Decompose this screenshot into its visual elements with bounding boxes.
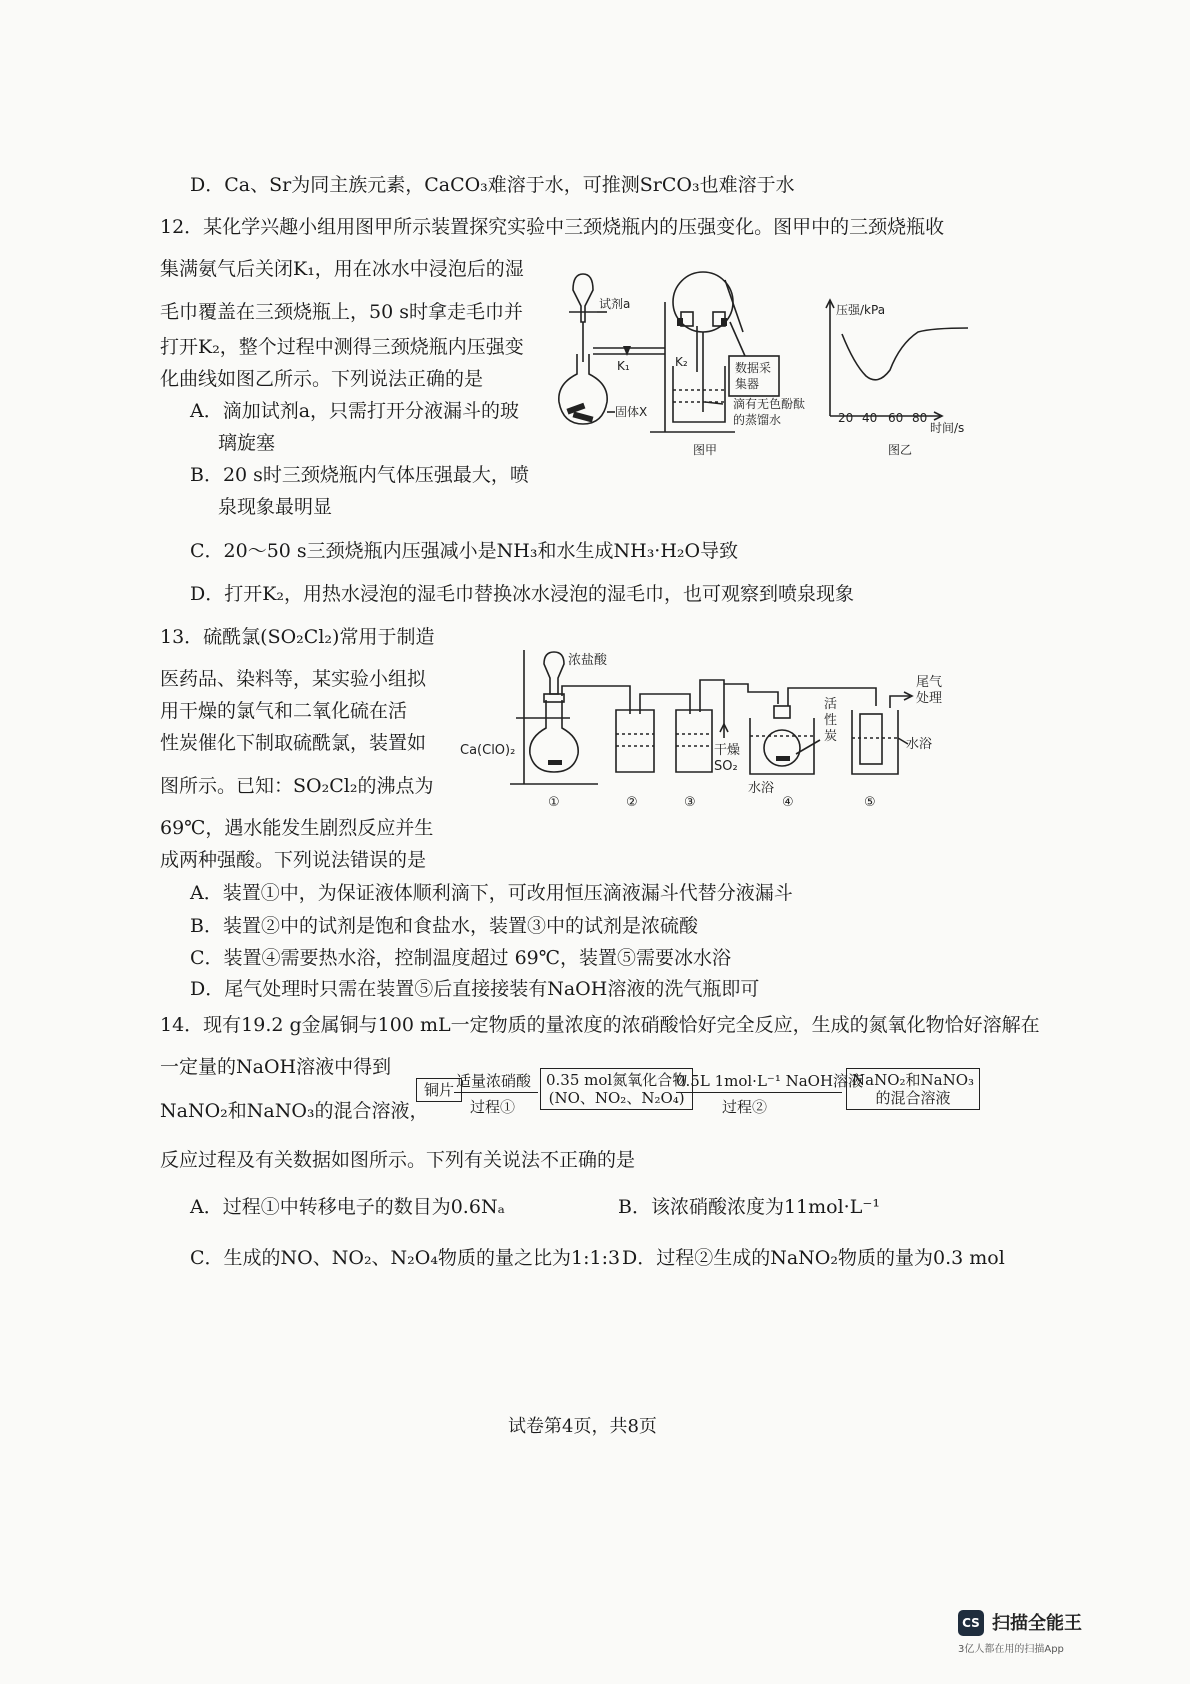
q13-stem-line-3: 用干燥的氯气和二氧化硫在活 (160, 700, 408, 722)
conc-hcl-label: 浓盐酸 (568, 653, 608, 668)
product-box (846, 1068, 980, 1110)
q14-stem-line-4: 反应过程及有关数据如图所示。下列有关说法不正确的是 (160, 1149, 636, 1171)
device-2-label: ② (626, 795, 638, 810)
bath-5-label: 水浴 (906, 737, 933, 752)
arrow-2-top-label: 0.5L 1mol·L⁻¹ NaOH溶液 (676, 1072, 864, 1090)
copper-box: 铜片 (416, 1078, 462, 1102)
device-3-label: ③ (684, 795, 696, 810)
q12-stem-line-2: 集满氨气后关闭K₁，用在冰水中浸泡后的湿 (160, 258, 524, 280)
reagent-a-label: 试剂a (599, 297, 631, 311)
q13-option-d: D．尾气处理时只需在装置⑤后直接接装有NaOH溶液的洗气瓶即可 (190, 978, 760, 1000)
solid-x-label: 固体X (615, 405, 648, 419)
bath-4-label: 水浴 (748, 781, 775, 796)
so2-label: SO₂ (714, 759, 738, 774)
product-box-line-1: NaNO₂和NaNO₃ (852, 1071, 975, 1089)
nox-box-line-2: (NO、NO₂、N₂O₄) (548, 1089, 685, 1107)
q14-option-d: D．过程②生成的NaNO₂物质的量为0.3 mol (622, 1247, 1005, 1269)
q12-stem-line-1: 12．某化学兴趣小组用图甲所示装置探究实验中三颈烧瓶内的压强变化。图甲中的三颈烧瓶收 (160, 216, 945, 238)
y-axis-label: 压强/kPa (836, 303, 886, 317)
q13-stem-line-6: 69℃，遇水能发生剧烈反应并生 (160, 817, 434, 839)
q13-stem-line-2: 医药品、染料等，某实验小组拟 (160, 668, 427, 690)
q14-option-b: B．该浓硝酸浓度为11mol·L⁻¹ (618, 1196, 880, 1218)
tail-gas-label-2: 处理 (916, 691, 943, 706)
collector-label-2: 集器 (735, 377, 760, 391)
q13-stem-line-7: 成两种强酸。下列说法错误的是 (160, 849, 427, 871)
x-tick-40: 40 (862, 411, 878, 425)
q12-option-a: A．滴加试剂a，只需打开分液漏斗的玻 (190, 400, 520, 422)
q12-stem-line-3: 毛巾覆盖在三颈烧瓶上，50 s时拿走毛巾并 (160, 301, 523, 323)
q12-pressure-figure (820, 294, 980, 458)
water-label-1: 滴有无色酚酞 (733, 397, 806, 411)
x-tick-80: 80 (912, 411, 928, 425)
q14-option-a: A．过程①中转移电子的数目为0.6Nₐ (190, 1196, 505, 1218)
camscanner-logo: CS (958, 1610, 984, 1636)
water-label-2: 的蒸馏水 (733, 413, 782, 427)
q11-option-d: D．Ca、Sr为同主族元素，CaCO₃难溶于水，可推测SrCO₃也难溶于水 (190, 174, 795, 196)
q13-apparatus-figure (458, 644, 958, 816)
device-4-label: ④ (782, 795, 794, 810)
q13-option-c: C．装置④需要热水浴，控制温度超过 69℃，装置⑤需要冰水浴 (190, 947, 732, 969)
fig-yi-caption: 图乙 (888, 443, 913, 457)
q13-stem-line-4: 性炭催化下制取硫酰氯，装置如 (160, 732, 427, 754)
q13-option-b: B．装置②中的试剂是饱和食盐水，装置③中的试剂是浓硫酸 (190, 915, 698, 937)
arrow-1-bottom-label: 过程① (470, 1098, 516, 1116)
q12-option-b: B．20 s时三颈烧瓶内气体压强最大，喷 (190, 464, 529, 486)
k1-label: K₁ (617, 359, 630, 373)
device-1-label: ① (548, 795, 560, 810)
arrow-2-bottom-label: 过程② (722, 1098, 768, 1116)
q12-apparatus-figure (555, 262, 806, 458)
carbon-label-2: 性 (824, 713, 838, 728)
q13-option-a: A．装置①中，为保证液体顺利滴下，可改用恒压滴液漏斗代替分液漏斗 (190, 882, 793, 904)
q13-stem-line-5: 图所示。已知：SO₂Cl₂的沸点为 (160, 775, 434, 797)
x-tick-20: 20 (838, 411, 854, 425)
arrow-1-top-label: 适量浓硝酸 (456, 1072, 532, 1090)
fig-jia-caption: 图甲 (693, 443, 718, 457)
arrow-2 (676, 1092, 842, 1093)
q14-stem-line-3: NaNO₂和NaNO₃的混合溶液， (160, 1100, 429, 1122)
caclo2-label: Ca(ClO)₂ (460, 743, 516, 758)
q14-option-c: C．生成的NO、NO₂、N₂O₄物质的量之比为1:1:3 (190, 1247, 621, 1269)
q12-option-c: C．20～50 s三颈烧瓶内压强减小是NH₃和水生成NH₃·H₂O导致 (190, 540, 739, 562)
dry-label: 干燥 (714, 743, 741, 758)
q14-stem-line-2: 一定量的NaOH溶液中得到 (160, 1056, 392, 1078)
tail-gas-label-1: 尾气 (916, 675, 943, 690)
carbon-label-3: 炭 (824, 729, 838, 744)
q14-stem-line-1: 14．现有19.2 g金属铜与100 mL一定物质的量浓度的浓硝酸恰好完全反应，生成的氮氧化物恰好溶解在 (160, 1014, 1040, 1036)
camscanner-name: 扫描全能王 (992, 1613, 1082, 1634)
collector-label-1: 数据采 (735, 361, 772, 375)
product-box-line-2: 的混合溶液 (875, 1089, 951, 1107)
x-axis-label: 时间/s (930, 421, 965, 435)
q12-stem-line-5: 化曲线如图乙所示。下列说法正确的是 (160, 368, 484, 390)
x-tick-60: 60 (888, 411, 904, 425)
q12-option-b-cont: 泉现象最明显 (218, 496, 333, 518)
q13-stem-line-1: 13．硫酰氯(SO₂Cl₂)常用于制造 (160, 626, 435, 648)
q12-option-d: D．打开K₂，用热水浸泡的湿毛巾替换冰水浸泡的湿毛巾，也可观察到喷泉现象 (190, 583, 855, 605)
carbon-label-1: 活 (824, 697, 838, 712)
nox-box-line-1: 0.35 mol氮氧化合物 (546, 1071, 688, 1089)
page-footer: 试卷第4页，共8页 (508, 1416, 657, 1437)
q12-option-a-cont: 璃旋塞 (218, 432, 276, 454)
q12-stem-line-4: 打开K₂，整个过程中测得三颈烧瓶内压强变 (160, 336, 524, 358)
device-5-label: ⑤ (864, 795, 876, 810)
k2-label: K₂ (675, 355, 688, 369)
nox-box (540, 1068, 693, 1110)
camscanner-slogan: 3亿人都在用的扫描App (958, 1644, 1064, 1655)
arrow-1 (454, 1092, 538, 1093)
